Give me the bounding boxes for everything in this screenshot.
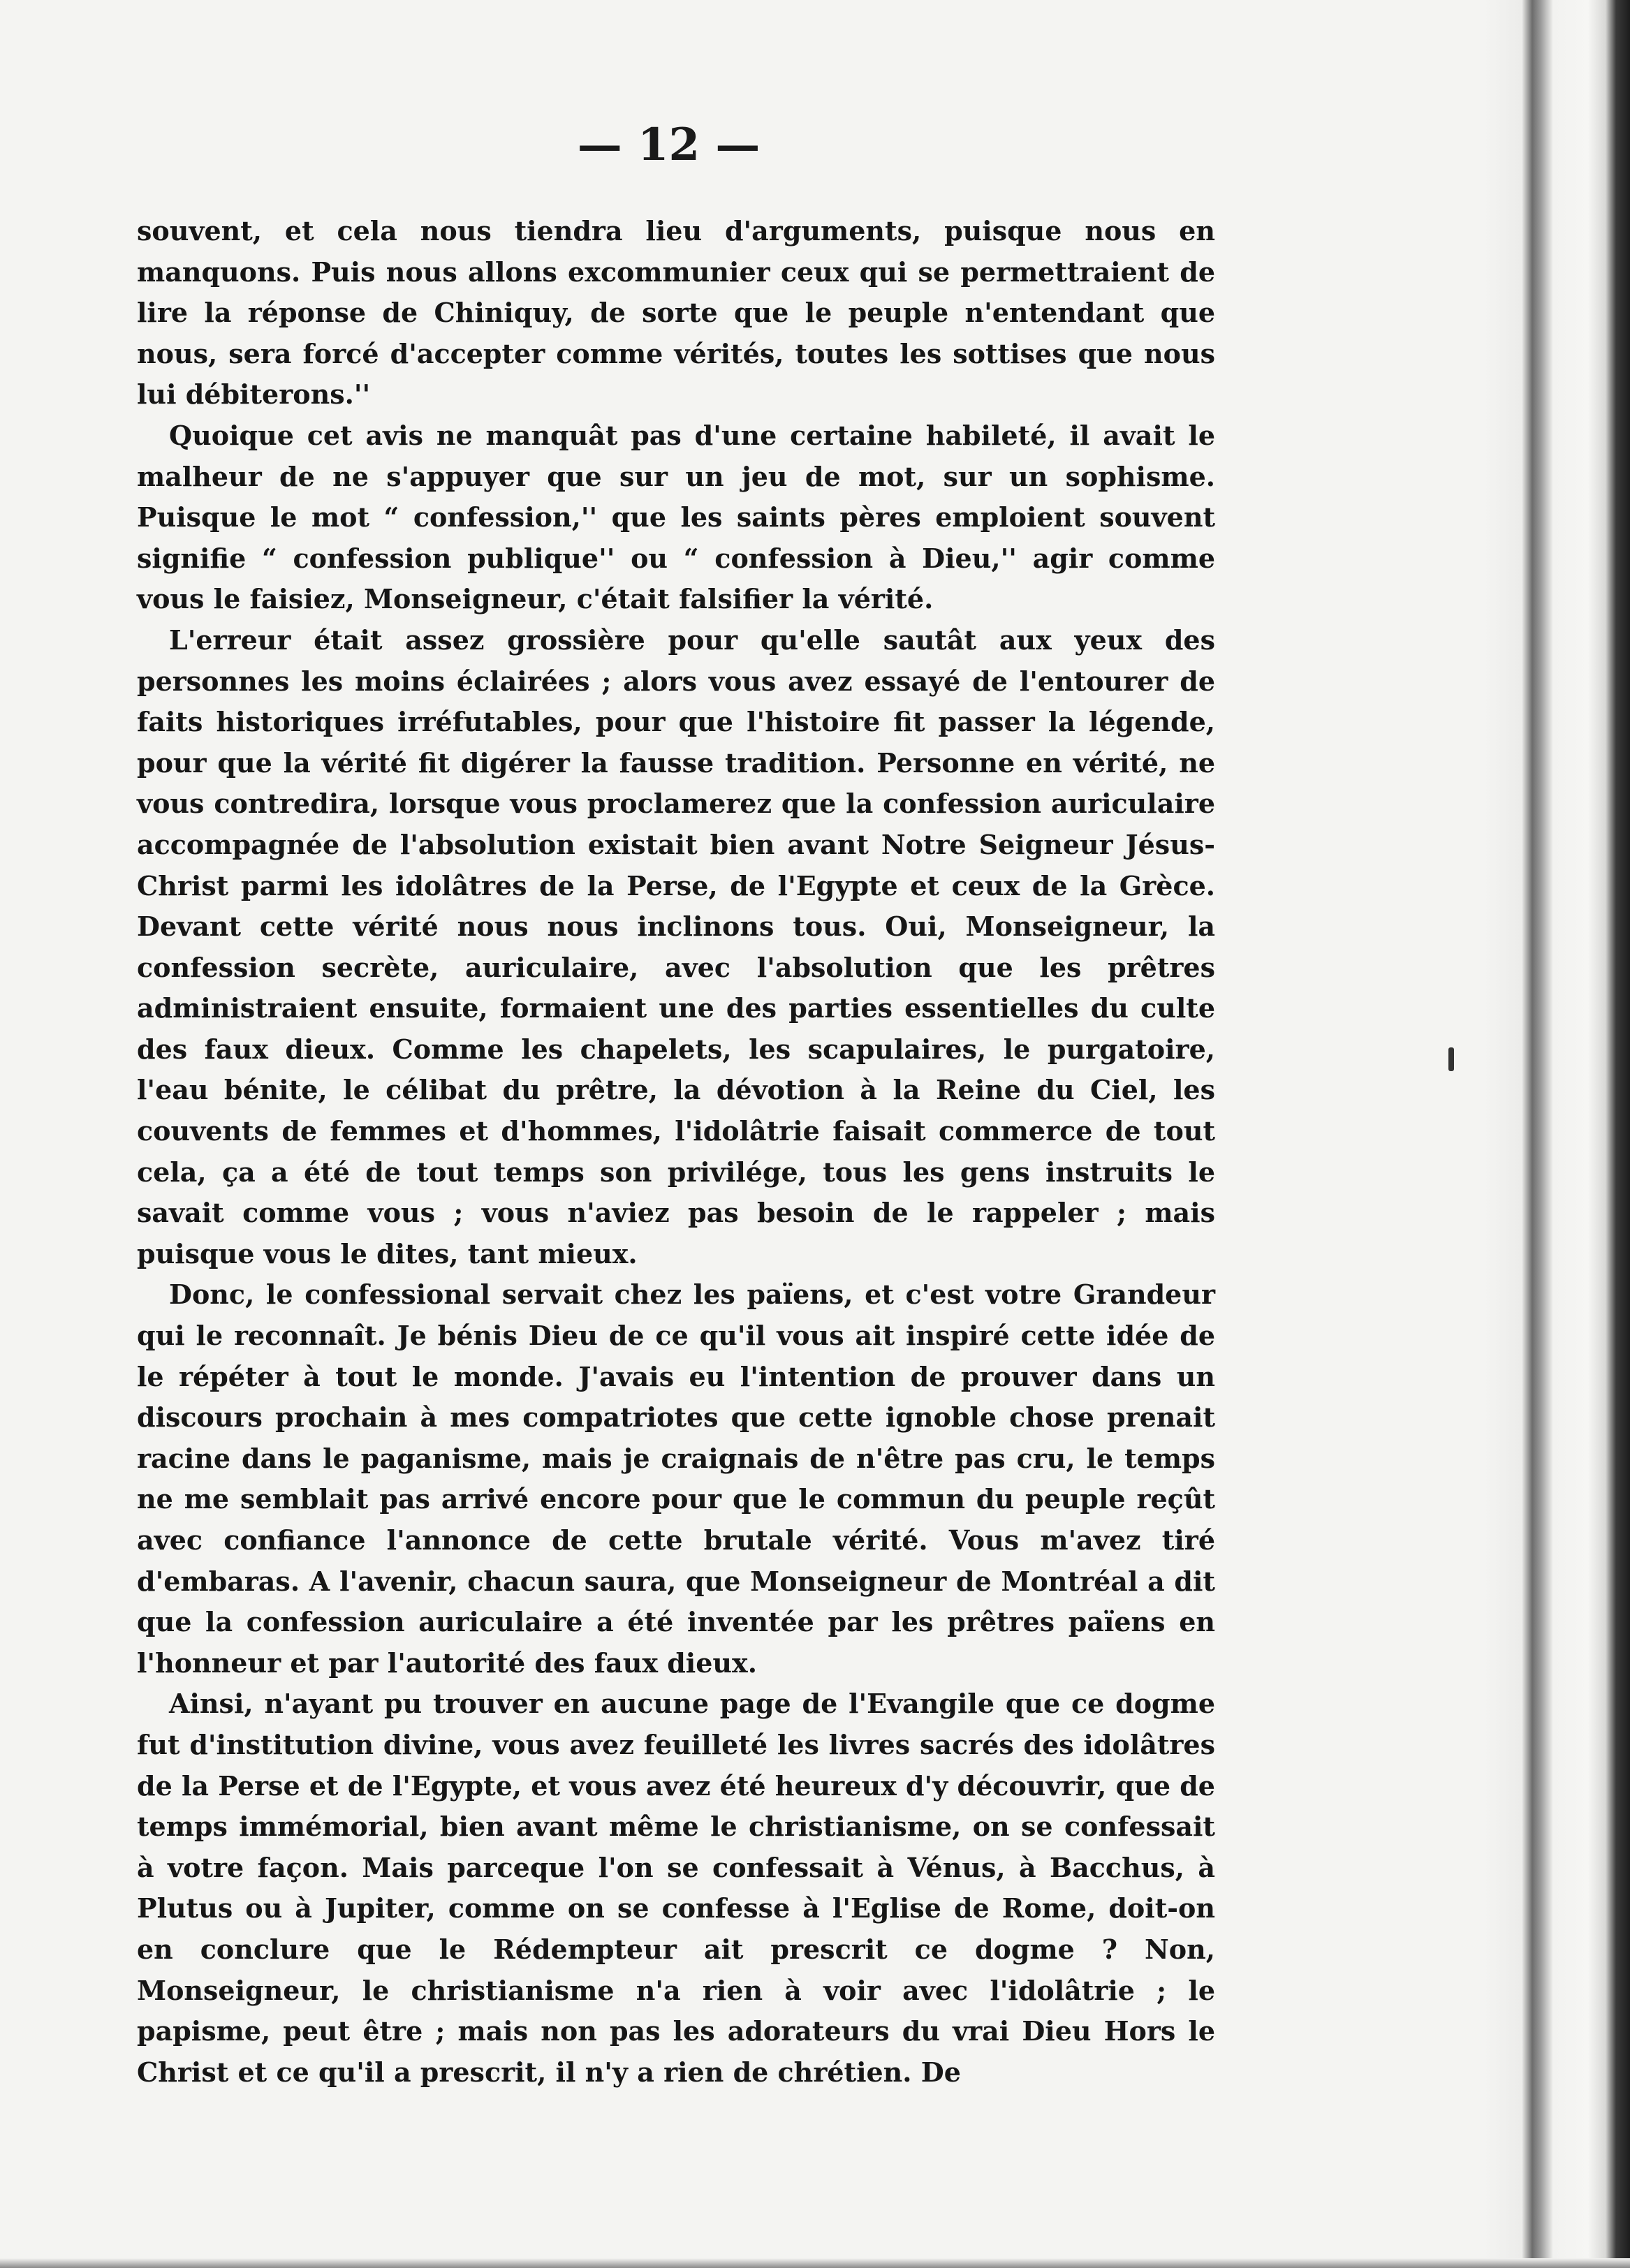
page-bottom-edge — [0, 2258, 1630, 2268]
page-binding-edge — [1483, 0, 1630, 2268]
body-text — [137, 211, 1215, 2093]
paragraph-5: Ainsi, n'ayant pu trouver en aucune page de l'Evangile que ce dogme fut d'institution divine, vous avez feuilleté les livres sacrés des idolâtres de la Perse et de l'Egypte, et vous avez été heureux d'y découvrir, que de temps immémorial, bien avant même le christianisme, on se confessait à votre façon. Mais parceque l'on se confessait à Vénus, à Bacchus, à Plutus ou à Jupiter, comme on se confesse à l'Eglise de Rome, doit-on en conclure que le Rédempteur ait prescrit ce dogme ? Non, Monseigneur, le christianisme n'a rien à voir avec l'idolâtrie ; le papisme, peut être ; mais non pas les adorateurs du vrai Dieu Hors le Christ et ce qu'il a prescrit, il n'y a rien de chrétien. De — [137, 1688, 1215, 2088]
edge-mark — [1448, 1047, 1454, 1071]
page-number: — 12 — — [577, 119, 761, 171]
paragraph-1: souvent, et cela nous tiendra lieu d'arguments, puisque nous en manquons. Puis nous allons excommunier ceux qui se permettraient de lire la réponse de Chiniquy, de sorte que le peuple n'entendant que nous, sera forcé d'accepter comme vérités, toutes les sottises que nous lui débiterons.'' — [137, 215, 1215, 411]
paragraph-4: Donc, le confessional servait chez les païens, et c'est votre Grandeur qui le reconnaît. Je bénis Dieu de ce qu'il vous ait inspiré cette idée de le répéter à tout le monde. J'avais eu l'intention de prouver dans un discours prochain à mes compatriotes que cette ignoble chose prenait racine dans le paganisme, mais je craignais de n'être pas cru, le temps ne me semblait pas arrivé encore pour que le commun du peuple reçût avec confiance l'annonce de cette brutale vérité. Vous m'avez tiré d'embaras. A l'avenir, chacun saura, que Monseigneur de Montréal a dit que la confession auriculaire a été inventée par les prêtres païens en l'honneur et par l'autorité des faux dieux. — [137, 1279, 1215, 1679]
paragraph-3: L'erreur était assez grossière pour qu'elle sautât aux yeux des personnes les moins éclairées ; alors vous avez essayé de l'entourer de faits historiques irréfutables, pour que l'histoire fit passer la légende, pour que la vérité fit digérer la fausse tradition. Personne en vérité, ne vous contredira, lorsque vous proclamerez que la confession auriculaire accompagnée de l'absolution existait bien avant Notre Seigneur Jésus-Christ parmi les idolâtres de la Perse, de l'Egypte et ceux de la Grèce. Devant cette vérité nous nous inclinons tous. Oui, Monseigneur, la confession secrète, auriculaire, avec l'absolution que les prêtres administraient ensuite, formaient une des parties essentielles du culte des faux dieux. Comme les chapelets, les scapulaires, le purgatoire, l'eau bénite, le célibat du prêtre, la dévotion à la Reine du Ciel, les couvents de femmes et d'hommes, l'idolâtrie faisait commerce de tout cela, ça a été de tout temps son privilége, tous les gens instruits le savait comme vous ; vous n'aviez pas besoin de le rappeler ; mais puisque vous le dites, tant mieux. — [137, 624, 1215, 1269]
paragraph-2: Quoique cet avis ne manquât pas d'une certaine habileté, il avait le malheur de ne s'appuyer que sur un jeu de mot, sur un sophisme. Puisque le mot “ confession,'' que les saints pères emploient souvent signifie “ confession publique'' ou “ confession à Dieu,'' agir comme vous le faisiez, Monseigneur, c'était falsifier la vérité. — [137, 419, 1215, 615]
